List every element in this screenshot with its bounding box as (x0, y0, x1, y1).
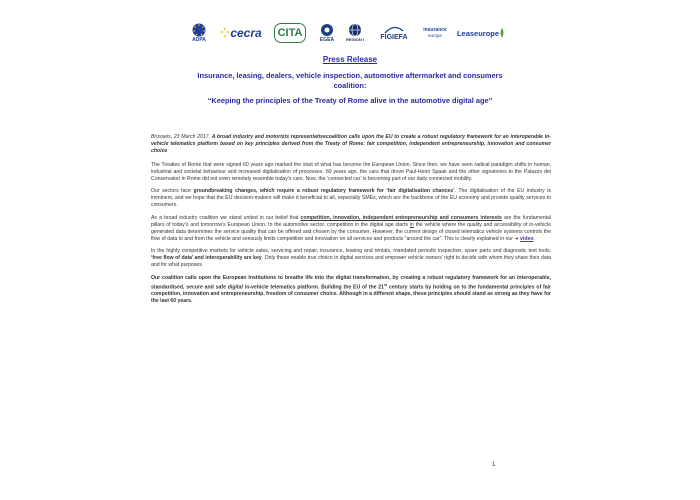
page-number: 1 (492, 462, 496, 468)
cecra-logo (218, 20, 264, 46)
lead-summary: A broad industry and motorists representativecoalition calls upon the EU to create a robust regulatory framework for an interoperable in-vehicle telematics platform based on key principles derived from the Treaty of Rome: fair competition, independent entrepreneurship, innovation and consumer choice (151, 134, 551, 154)
partner-logo-strip (186, 20, 506, 46)
paragraph-coalition-text-a: As a broad industry coalition we stand united in our belief that (151, 214, 299, 221)
adpa-logo (186, 20, 212, 46)
egea-logo (316, 20, 338, 46)
paragraph-sectors-text-c: . The digitalisation of the EU industry is imminent, and we hope that the EU decision-makers will make it beneficial to all, especially SMEs, which are the backbone of the EU economy and provide quality services to consumers. (151, 188, 551, 209)
paragraph-coalition-text-c: are the fundamental pillars of today’s and tomorrow’s European Union. In the automotive sector, competition in the digital age starts (151, 214, 552, 228)
press-release-body (151, 134, 551, 311)
leaseurope-logo (454, 20, 508, 46)
coalition-headline: Insurance, leasing, dealers, vehicle inspection, automotive aftermarket and consumers coalition: (197, 71, 503, 90)
paragraph-coalition-bold-underlined: competition, innovation, independent entrepreneurship and consumers interests (300, 214, 502, 221)
fia-logo (344, 20, 366, 46)
paragraph-cta-text-b: in-vehicle telematics platform. Building the EU of the 21 (244, 284, 384, 291)
paragraph-coalition-text-d: the vehicle where the quality and accessibility of in-vehicle generated data determines the service quality that can be offered and chosen by the consumer. However, the current design of closed telematics vehicle systems controls the flow of data to and from the vehicle and seriously limits competition and innovation on all services and products “around the car”. This is clearly explained in our (151, 221, 551, 242)
paragraph-call-to-action (151, 275, 551, 306)
cecra-star-icon (220, 26, 230, 40)
cita-logo-text: CITA (274, 23, 307, 43)
paragraph-markets-bold: ‘free flow of data’ and interoperability are key (151, 255, 262, 262)
press-release-label: Press Release (322, 55, 378, 64)
paragraph-sectors-text-a: Our sectors face (151, 188, 191, 195)
egea-logo-text: EGEA (319, 37, 335, 43)
cecra-logo-text: cecra (230, 26, 262, 40)
lead-paragraph (151, 134, 551, 155)
paragraph-coalition (151, 215, 551, 243)
paragraph-coalition-end: . (533, 235, 535, 242)
fia-globe-icon (348, 23, 362, 37)
paragraph-markets-text-c: . Only these enable true choice in digital services and empower vehicle owners’ right to decide with whom they share their data and for what purposes. (151, 255, 551, 269)
cita-logo (272, 20, 308, 46)
adpa-star-circle-icon (191, 23, 207, 37)
dateline: Brussels, 23 March 2017. (151, 134, 211, 140)
insurance-europe-text-1: insurance (423, 27, 447, 33)
paragraph-sectors (151, 188, 551, 209)
paragraph-cta-digital: digital (227, 284, 243, 291)
paragraph-treaties-text: The Treaties of Rome that were signed 60 years ago marked the start of what has become the European Union. Since then, we have seen radical paradigm shifts in human, industrial and societal behaviour and increased digitalisation of processes. 60 years ago, the cars that drove Paul-Henri Spaak and the other signatories to the Palazzo dei Conservatori in Rome did not even remotely resemble today’s cars. Now, the ‘connected car’ is becoming part of our daily connected mobility. (151, 162, 551, 182)
paragraph-treaties (151, 162, 551, 183)
paragraph-cta-text-a: Our coalition calls upon the European Institutions to breathe life into the digital transformation, by creating a robust regulatory framework for an interoperable, standardised, secure and safe (151, 274, 551, 291)
leaseurope-logo-text: Leaseurope (456, 28, 500, 38)
paragraph-markets-text-a: In the highly competitive markets for vehicle sales, servicing and repair, insurance, leasing and rentals, mandated periodic inspection, spare parts and diagnostic test tools, (151, 248, 551, 255)
insurance-europe-logo (420, 20, 450, 46)
adpa-logo-text: ADPA (192, 37, 206, 43)
right-arrow-icon: ➔ (514, 235, 519, 242)
fia-region-text: REGION I (345, 37, 364, 42)
insurance-europe-text-2: europe (427, 33, 442, 38)
figiefa-logo-text: FIGIEFA (380, 34, 408, 41)
paragraph-sectors-bold: groundbreaking changes, which require a robust regulatory framework for ‘fair digitalisation chances’ (193, 188, 455, 195)
leaseurope-leaf-icon (499, 27, 505, 39)
paragraph-coalition-in: in (409, 221, 414, 228)
paragraph-markets (151, 248, 551, 269)
video-link[interactable]: video (520, 235, 534, 242)
quote-title: “Keeping the principles of the Treaty of Rome alive in the automotive digital age” (207, 96, 493, 105)
paragraph-cta-superscript: st (384, 282, 388, 287)
egea-gear-icon (320, 23, 334, 37)
paragraph-cta-text-c: century starts by holding on to the fundamental principles of fair competition, innovation and entrepreneurship, freedom of consumer choice. Although in a different shape, these principles should stand as strong as they have for the last 60 years. (151, 284, 551, 305)
figiefa-logo (374, 20, 414, 46)
